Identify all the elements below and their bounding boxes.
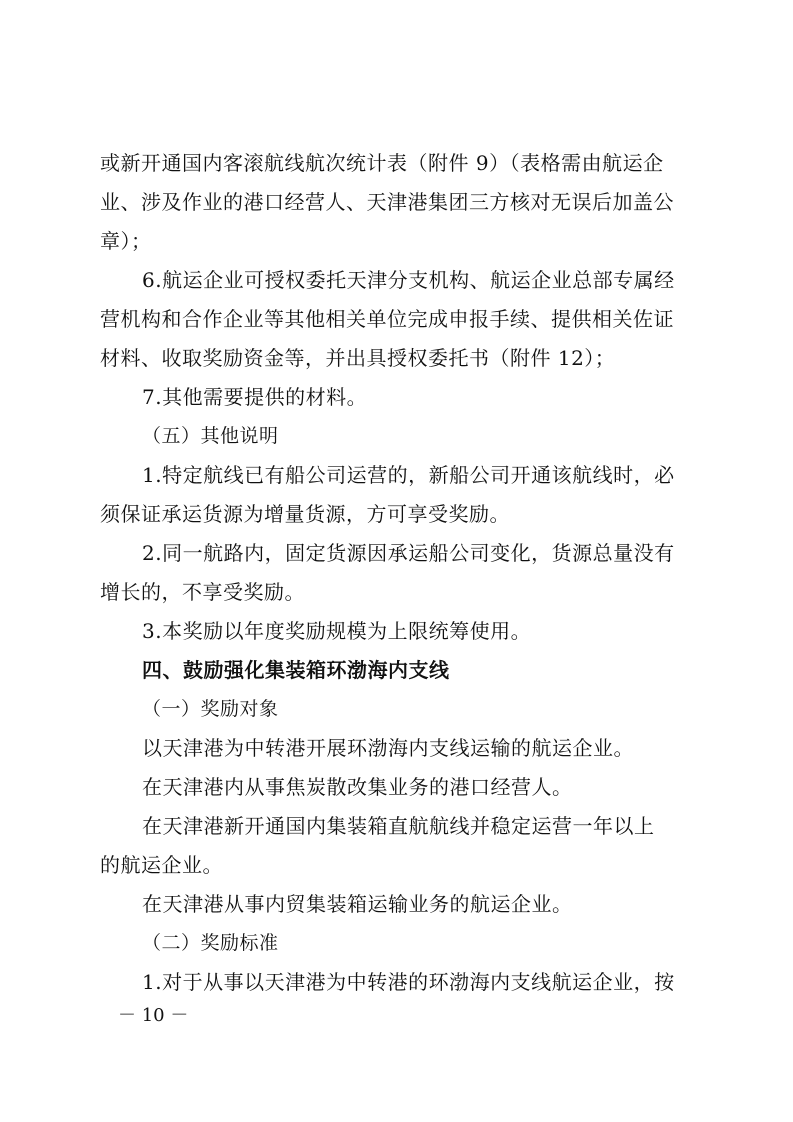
paragraph-line: 以天津港为中转港开展环渤海内支线运输的航运企业。 xyxy=(142,736,634,760)
section-subheading: （二）奖励标准 xyxy=(142,932,279,954)
paragraph-line: 营机构和合作企业等其他相关单位完成申报手续、提供相关佐证 xyxy=(100,307,674,331)
page-number: － 10 － xyxy=(118,1005,189,1026)
paragraph-line: 章）； xyxy=(100,229,152,253)
section-subheading: （一）奖励对象 xyxy=(142,698,279,720)
paragraph-line: 业、涉及作业的港口经营人、天津港集团三方核对无误后加盖公 xyxy=(100,190,674,214)
paragraph-line: 或新开通国内客滚航线航次统计表（附件 9）（表格需由航运企 xyxy=(100,151,664,175)
paragraph-line: 在天津港新开通国内集装箱直航航线并稳定运营一年以上 xyxy=(142,814,655,838)
paragraph-line: 1.特定航线已有船公司运营的，新船公司开通该航线时，必 xyxy=(142,463,675,487)
paragraph-line: 须保证承运货源为增量货源，方可享受奖励。 xyxy=(100,502,510,526)
paragraph-line: 7.其他需要提供的材料。 xyxy=(142,385,368,409)
paragraph-line: 增长的，不享受奖励。 xyxy=(100,580,305,604)
paragraph-line: 材料、收取奖励资金等，并出具授权委托书（附件 12）； xyxy=(100,346,616,370)
section-heading: 四、鼓励强化集装箱环渤海内支线 xyxy=(142,658,450,682)
paragraph-line: 在天津港内从事焦炭散改集业务的港口经营人。 xyxy=(142,775,573,799)
paragraph-line: 2.同一航路内，固定货源因承运船公司变化，货源总量没有 xyxy=(142,541,675,565)
paragraph-line: 1.对于从事以天津港为中转港的环渤海内支线航运企业，按 xyxy=(142,970,675,994)
section-subheading: （五）其他说明 xyxy=(142,425,279,447)
paragraph-line: 3.本奖励以年度奖励规模为上限统筹使用。 xyxy=(142,619,532,643)
paragraph-line: 6.航运企业可授权委托天津分支机构、航运企业总部专属经 xyxy=(142,268,675,292)
paragraph-line: 的航运企业。 xyxy=(100,853,223,877)
paragraph-line: 在天津港从事内贸集装箱运输业务的航运企业。 xyxy=(142,892,573,916)
